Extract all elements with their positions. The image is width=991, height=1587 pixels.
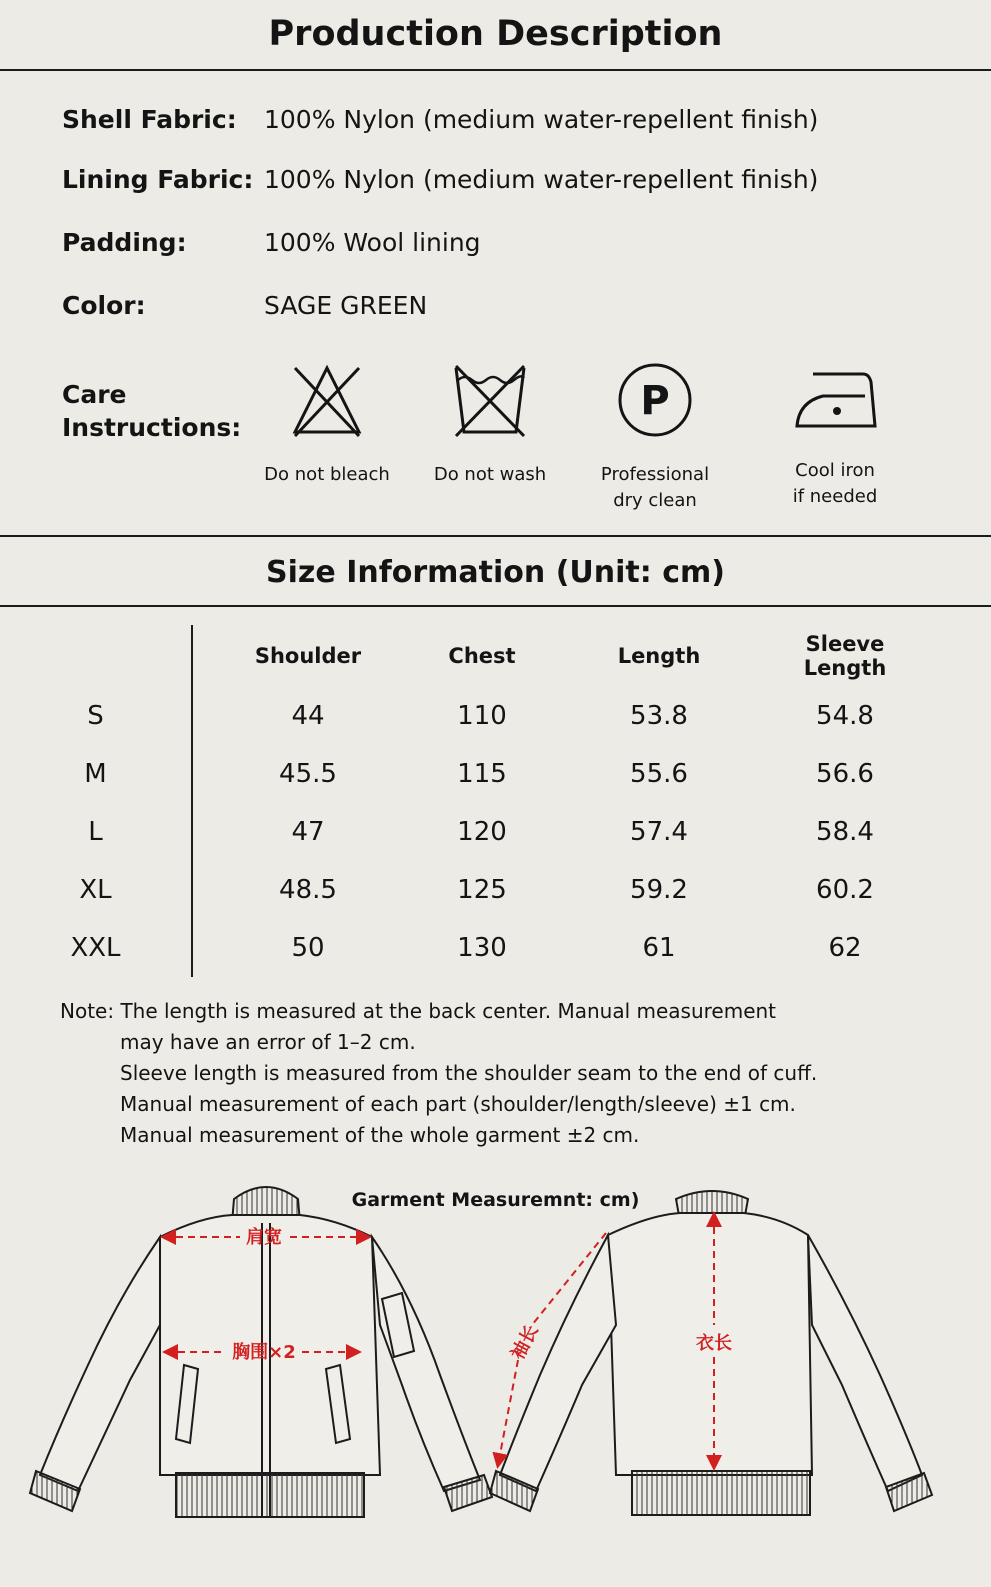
table-cell: 54.8 — [816, 701, 874, 731]
table-cell: 115 — [457, 759, 507, 789]
table-cell: 110 — [457, 701, 507, 731]
care-instructions-label: Care Instructions: — [62, 380, 242, 442]
chest-label: 胸围×2 — [232, 1342, 296, 1363]
page-title: Production Description — [268, 14, 723, 54]
size-cell: M — [0, 745, 192, 803]
measurement-note: Note: The length is measured at the back center. Manual measurement may have an error of 1–2 cm. Sleeve length is measured from the shoulder seam to the end of cuff. Manual measurement of each part (shoulder/length/sleeve) ±1 cm. Manual measurement of the whole garment ±2 cm. — [60, 999, 818, 1147]
column-header: Length — [617, 644, 701, 668]
size-table — [0, 625, 914, 977]
diagram-title: Garment Measuremnt: cm) — [351, 1189, 640, 1211]
care-item-label: Professional dry clean — [600, 464, 710, 511]
table-row — [0, 803, 913, 861]
care-item-label: Cool iron if needed — [792, 460, 878, 507]
shell-fabric-value: 100% Nylon (medium water-repellent finish) — [264, 105, 819, 134]
table-cell: 48.5 — [279, 875, 337, 905]
size-cell: XXL — [0, 919, 192, 977]
size-info-title: Size Information (Unit: cm) — [266, 555, 725, 590]
care-item-no-wash — [415, 362, 565, 488]
body-length-label: 衣长 — [696, 1333, 732, 1354]
table-cell: 130 — [457, 933, 507, 963]
divider — [0, 69, 991, 71]
table-row — [0, 861, 913, 919]
no-bleach-icon — [291, 362, 363, 440]
shoulder-width-label: 肩宽 — [246, 1227, 282, 1248]
table-cell: 44 — [291, 701, 325, 731]
table-cell: 125 — [457, 875, 507, 905]
table-header-row — [0, 625, 913, 687]
care-item-dry-clean — [580, 362, 730, 514]
no-wash-icon — [452, 362, 528, 440]
table-cell: 62 — [828, 933, 862, 963]
divider — [0, 605, 991, 607]
care-item-no-bleach — [252, 362, 402, 488]
size-cell: S — [0, 687, 192, 745]
table-cell: 56.6 — [816, 759, 874, 789]
care-item-cool-iron — [760, 362, 910, 510]
garment-measurement-diagram — [0, 1175, 991, 1575]
color-label: Color: — [62, 291, 146, 320]
lining-fabric-value: 100% Nylon (medium water-repellent finish) — [264, 165, 819, 194]
table-cell: 45.5 — [279, 759, 337, 789]
table-cell: 50 — [291, 933, 325, 963]
table-cell: 53.8 — [630, 701, 688, 731]
table-cell: 61 — [642, 933, 676, 963]
size-header — [0, 625, 192, 687]
column-header: Shoulder — [254, 644, 362, 668]
professional-dry-clean-icon — [617, 362, 693, 440]
cool-iron-icon — [793, 362, 877, 438]
column-header: Sleeve Length — [803, 632, 887, 680]
table-cell: 57.4 — [630, 817, 688, 847]
lining-fabric-label: Lining Fabric: — [62, 165, 254, 194]
table-cell: 58.4 — [816, 817, 874, 847]
size-cell: XL — [0, 861, 192, 919]
table-cell: 59.2 — [630, 875, 688, 905]
color-value: SAGE GREEN — [264, 291, 428, 320]
table-cell: 55.6 — [630, 759, 688, 789]
care-item-label: Do not bleach — [264, 464, 390, 485]
svg-text:P: P — [640, 378, 670, 424]
column-header: Chest — [448, 644, 516, 668]
table-row — [0, 687, 913, 745]
sleeve-length-label: 袖长 — [507, 1321, 543, 1364]
care-item-label: Do not wash — [433, 464, 547, 485]
table-row — [0, 745, 913, 803]
shell-fabric-label: Shell Fabric: — [62, 105, 237, 134]
divider — [0, 535, 991, 537]
table-cell: 60.2 — [816, 875, 874, 905]
table-cell: 120 — [457, 817, 507, 847]
table-cell: 47 — [291, 817, 325, 847]
table-row — [0, 919, 913, 977]
padding-label: Padding: — [62, 228, 187, 257]
padding-value: 100% Wool lining — [264, 228, 481, 257]
size-cell: L — [0, 803, 192, 861]
